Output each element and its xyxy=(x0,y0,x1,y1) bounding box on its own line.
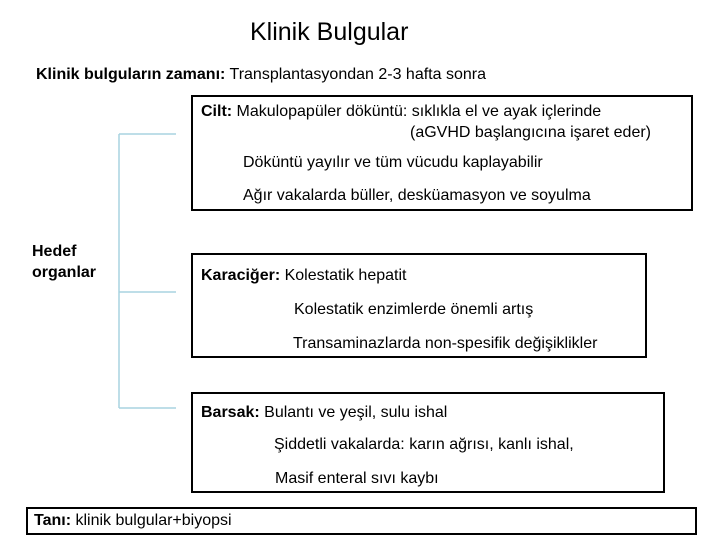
liver-line3: Transaminazlarda non-spesifik değişiklikler xyxy=(293,335,598,352)
target-organs-line1: Hedef xyxy=(32,243,77,260)
diagnosis-line: Tanı: klinik bulgular+biyopsi xyxy=(34,512,232,529)
diagnosis-box xyxy=(26,507,697,535)
target-organs-line2: organlar xyxy=(32,264,97,281)
gut-label: Barsak: xyxy=(201,404,260,421)
page-title: Klinik Bulgular xyxy=(250,18,409,46)
liver-line1: Karaciğer: Kolestatik hepatit xyxy=(201,267,407,284)
skin-line4: Ağır vakalarda büller, desküamasyon ve soyulma xyxy=(243,187,591,204)
timing-text: Transplantasyondan 2-3 hafta sonra xyxy=(225,66,486,83)
liver-label: Karaciğer: xyxy=(201,267,281,284)
skin-line3: Döküntü yayılır ve tüm vücudu kaplayabilir xyxy=(243,154,543,171)
skin-label: Cilt: xyxy=(201,103,233,120)
gut-line3: Masif enteral sıvı kaybı xyxy=(275,470,439,487)
gut-line2: Şiddetli vakalarda: karın ağrısı, kanlı ishal, xyxy=(274,436,574,453)
liver-line2: Kolestatik enzimlerde önemli artış xyxy=(294,301,534,318)
diagnosis-label: Tanı: xyxy=(34,512,72,529)
skin-line2: (aGVHD başlangıcına işaret eder) xyxy=(410,124,651,141)
liver-box xyxy=(191,253,647,358)
target-organs-label xyxy=(32,241,96,283)
skin-box xyxy=(191,95,693,211)
skin-line1: Cilt: Makulopapüler döküntü: sıklıkla el ve ayak içlerinde xyxy=(201,103,602,120)
gut-line1: Barsak: Bulantı ve yeşil, sulu ishal xyxy=(201,404,448,421)
gut-box xyxy=(191,392,665,493)
timing-label: Klinik bulguların zamanı: xyxy=(36,66,226,83)
